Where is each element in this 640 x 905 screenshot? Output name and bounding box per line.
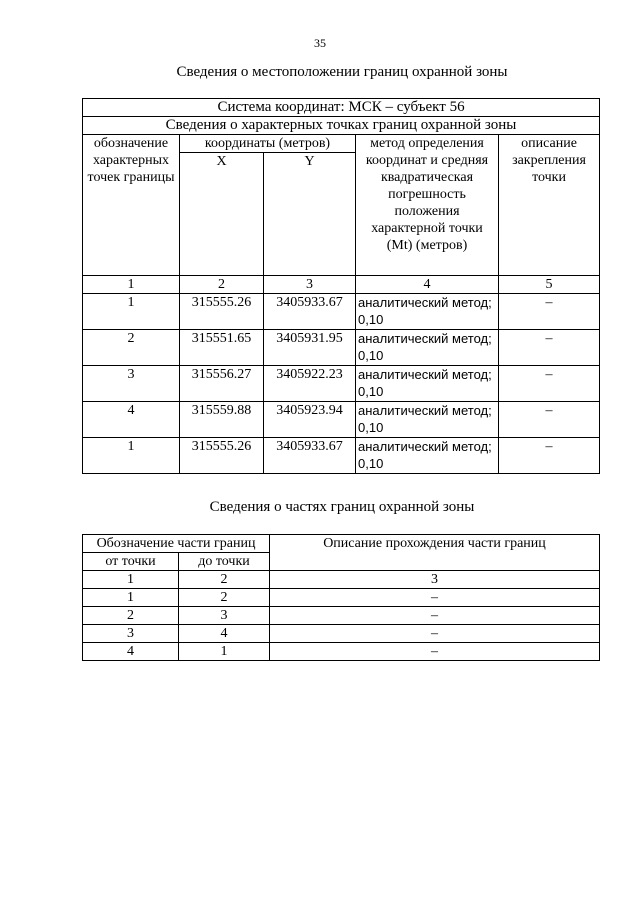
y-header: Y: [264, 153, 356, 276]
coordinate-system: Система координат: МСК – субъект 56: [83, 99, 600, 117]
table-row: [83, 402, 600, 438]
table-row: [83, 366, 600, 402]
table-subtitle: Сведения о характерных точках границ охранной зоны: [83, 117, 600, 135]
column-number: 4: [356, 276, 499, 294]
point-number: 1: [83, 294, 180, 330]
table-row: [83, 294, 600, 330]
column-number: 1: [83, 276, 180, 294]
column-number: 3: [270, 571, 600, 589]
part-designation-header: Обозначение части границ: [83, 535, 270, 553]
from-point: 1: [83, 589, 179, 607]
method-value: аналитический метод; 0,10: [356, 438, 499, 474]
y-value: 3405922.23: [264, 366, 356, 402]
coordinates-header: координаты (метров): [180, 135, 356, 153]
y-value: 3405933.67: [264, 294, 356, 330]
column-number: 2: [179, 571, 270, 589]
part-description: –: [270, 625, 600, 643]
point-number: 1: [83, 438, 180, 474]
point-number: 2: [83, 330, 180, 366]
section-title-parts: Сведения о частях границ охранной зоны: [209, 499, 475, 515]
table-row: [83, 330, 600, 366]
x-value: 315555.26: [180, 438, 264, 474]
from-point: 2: [83, 607, 179, 625]
table-row: [83, 625, 600, 643]
from-point: 3: [83, 625, 179, 643]
part-description: –: [270, 589, 600, 607]
to-point: 4: [179, 625, 270, 643]
column-number: 3: [264, 276, 356, 294]
x-value: 315551.65: [180, 330, 264, 366]
from-point: 4: [83, 643, 179, 661]
fixing-description: –: [499, 402, 600, 438]
point-number: 3: [83, 366, 180, 402]
method-value: аналитический метод; 0,10: [356, 402, 499, 438]
column-number: 2: [180, 276, 264, 294]
x-header: X: [180, 153, 264, 276]
fixing-description: –: [499, 330, 600, 366]
fixing-description-header: описание закрепления точки: [499, 135, 600, 276]
column-number: 1: [83, 571, 179, 589]
table-row: [83, 438, 600, 474]
point-number: 4: [83, 402, 180, 438]
method-header: метод определения координат и средняя квадратическая погрешность положения характерной точки (Mt) (метров): [356, 135, 499, 276]
fixing-description: –: [499, 294, 600, 330]
table-row: [83, 643, 600, 661]
y-value: 3405931.95: [264, 330, 356, 366]
page-number: 35: [314, 36, 326, 50]
from-point-header: от точки: [83, 553, 179, 571]
part-description: –: [270, 607, 600, 625]
to-point-header: до точки: [179, 553, 270, 571]
to-point: 1: [179, 643, 270, 661]
y-value: 3405933.67: [264, 438, 356, 474]
fixing-description: –: [499, 366, 600, 402]
method-value: аналитический метод; 0,10: [356, 294, 499, 330]
table-row: [83, 589, 600, 607]
part-description: –: [270, 643, 600, 661]
to-point: 3: [179, 607, 270, 625]
part-description-header: Описание прохождения части границ: [270, 535, 600, 571]
boundary-points-table: [82, 98, 600, 474]
x-value: 315555.26: [180, 294, 264, 330]
method-value: аналитический метод; 0,10: [356, 366, 499, 402]
boundary-parts-table: [82, 534, 600, 661]
table-row: [83, 607, 600, 625]
x-value: 315556.27: [180, 366, 264, 402]
x-value: 315559.88: [180, 402, 264, 438]
section-title-location: Сведения о местоположении границ охранной зоны: [176, 64, 508, 80]
to-point: 2: [179, 589, 270, 607]
column-number: 5: [499, 276, 600, 294]
method-value: аналитический метод; 0,10: [356, 330, 499, 366]
y-value: 3405923.94: [264, 402, 356, 438]
point-designation-header: обозначение характерных точек границы: [83, 135, 180, 276]
fixing-description: –: [499, 438, 600, 474]
